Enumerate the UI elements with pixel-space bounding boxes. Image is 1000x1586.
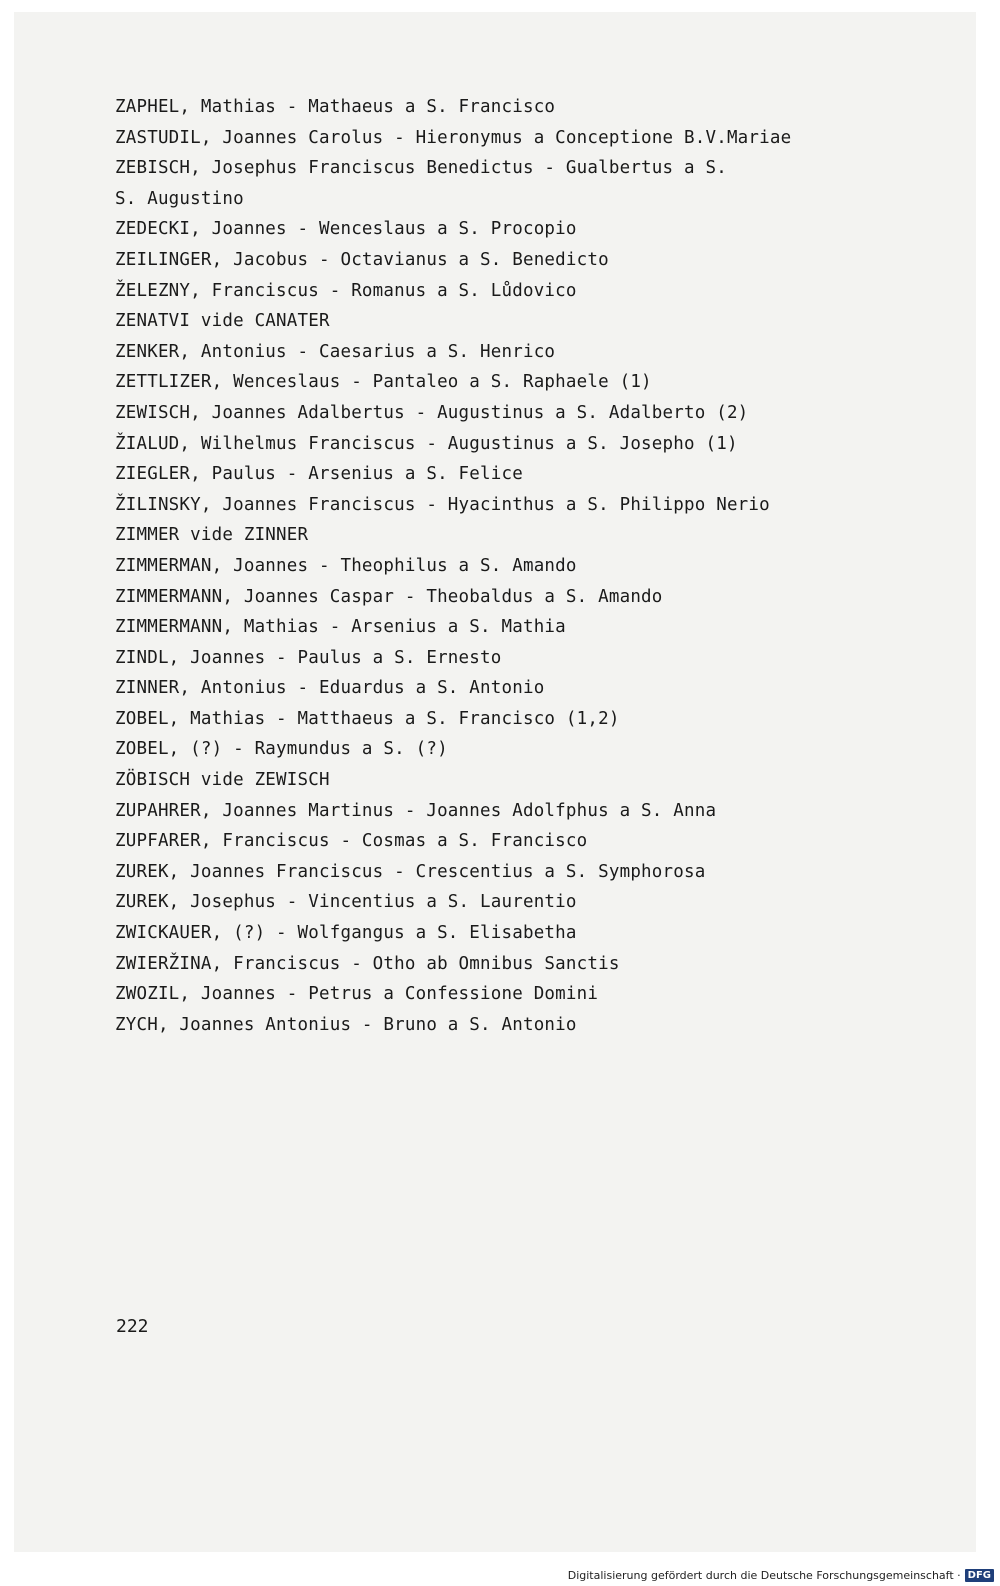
list-item: ZUREK, Josephus - Vincentius a S. Laurentio [115,892,577,913]
list-item: ZIMMERMANN, Mathias - Arsenius a S. Mathia [115,617,566,638]
list-item: ZASTUDIL, Joannes Carolus - Hieronymus a Conceptione B.V.Mariae [115,127,792,148]
list-item: ZINDL, Joannes - Paulus a S. Ernesto [115,647,502,668]
list-item: ŽIALUD, Wilhelmus Franciscus - Augustinus a S. Josepho (1) [115,433,738,454]
list-item: ŽILINSKY, Joannes Franciscus - Hyacinthus a S. Philippo Nerio [115,494,770,515]
dfg-logo: DFG [965,1569,994,1582]
list-item: ZOBEL, (?) - Raymundus a S. (?) [115,739,448,760]
footer-credit [568,1569,994,1582]
list-item: ZIMMER vide ZINNER [115,525,309,546]
list-item: ZETTLIZER, Wenceslaus - Pantaleo a S. Raphaele (1) [115,372,652,393]
list-item: ZEILINGER, Jacobus - Octavianus a S. Benedicto [115,249,609,270]
list-item: ZOBEL, Mathias - Matthaeus a S. Francisco (1,2) [115,708,620,729]
list-item: ZIEGLER, Paulus - Arsenius a S. Felice [115,464,523,485]
list-item: ZUREK, Joannes Franciscus - Crescentius a S. Symphorosa [115,861,706,882]
list-item: ZIMMERMANN, Joannes Caspar - Theobaldus a S. Amando [115,586,663,607]
list-item: ZIMMERMAN, Joannes - Theophilus a S. Amando [115,555,577,576]
list-item: ZINNER, Antonius - Eduardus a S. Antonio [115,678,545,699]
name-list [115,92,975,1040]
list-item: ZWIERŽINA, Franciscus - Otho ab Omnibus Sanctis [115,953,620,974]
list-item: ZAPHEL, Mathias - Mathaeus a S. Francisco [115,97,556,117]
list-item: ZYCH, Joannes Antonius - Bruno a S. Antonio [115,1014,577,1035]
list-item: ŽELEZNY, Franciscus - Romanus a S. Lůdovico [115,280,577,301]
list-item: ZUPAHRER, Joannes Martinus - Joannes Adolfphus a S. Anna [115,800,717,821]
list-item: ZEDECKI, Joannes - Wenceslaus a S. Procopio [115,219,577,240]
list-item: ZUPFARER, Franciscus - Cosmas a S. Francisco [115,831,588,852]
footer-text: Digitalisierung gefördert durch die Deutsche Forschungsgemeinschaft · [567,1569,961,1582]
list-item: ZENATVI vide CANATER [115,311,330,332]
list-item: ZEBISCH, Josephus Franciscus Benedictus - Gualbertus a S. [115,158,727,179]
list-item: ZWOZIL, Joannes - Petrus a Confessione Domini [115,984,599,1005]
list-item: ZÖBISCH vide ZEWISCH [115,770,330,791]
list-item: S. Augustino [115,188,244,209]
list-item: ZENKER, Antonius - Caesarius a S. Henrico [115,341,556,362]
list-item: ZWICKAUER, (?) - Wolfgangus a S. Elisabetha [115,923,577,944]
list-item: ZEWISCH, Joannes Adalbertus - Augustinus a S. Adalberto (2) [115,402,749,423]
page-number: 222 [116,1316,149,1337]
